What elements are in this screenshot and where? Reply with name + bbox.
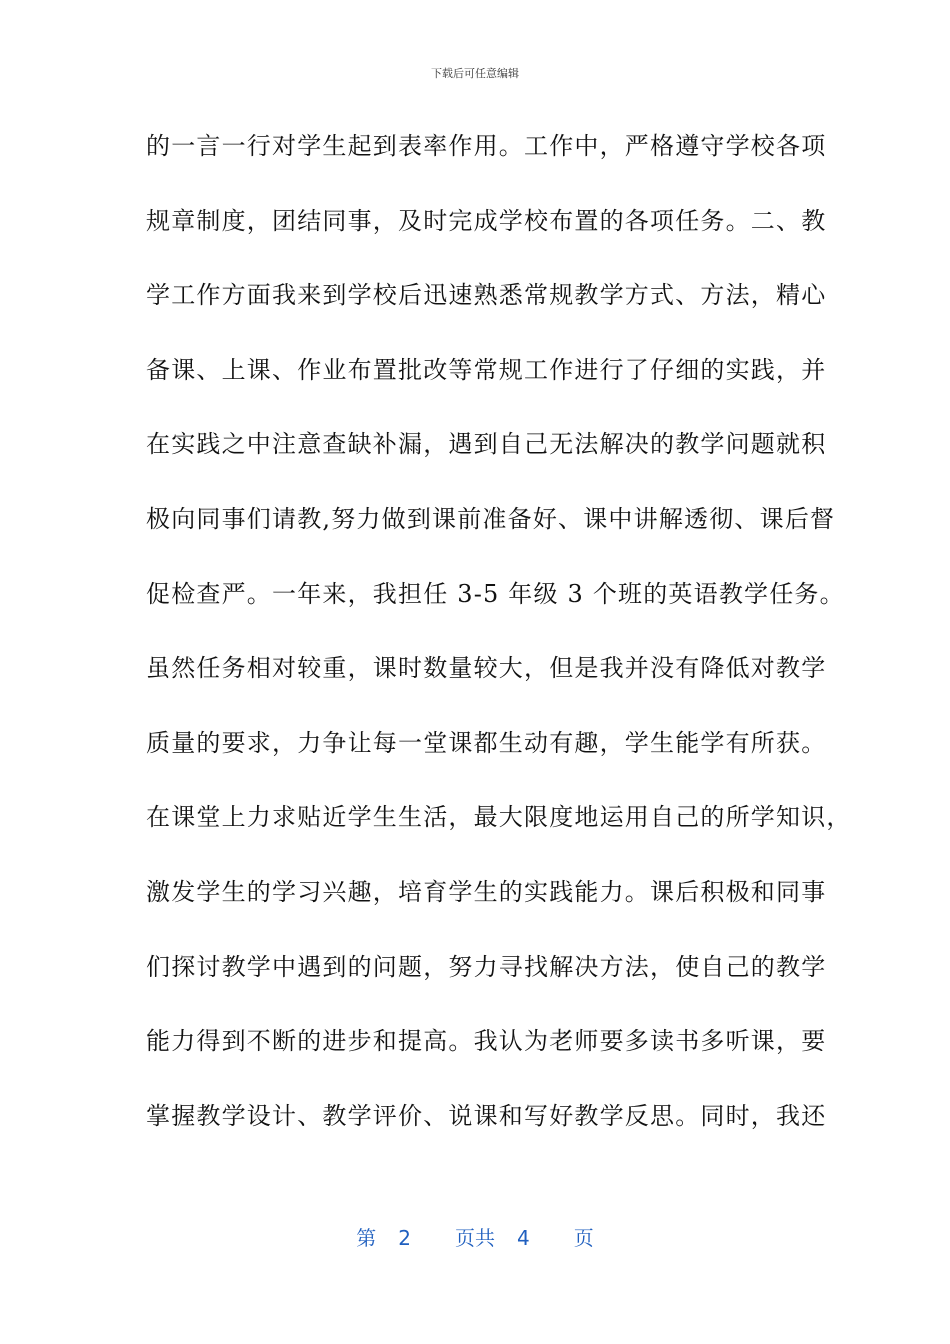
body-line: 在实践之中注意查缺补漏，遇到自己无法解决的教学问题就积 <box>146 430 827 459</box>
body-line: 在课堂上力求贴近学生生活，最大限度地运用自己的所学知识， <box>146 803 852 832</box>
page-current: 2 <box>398 1226 411 1250</box>
body-line: 的一言一行对学生起到表率作用。工作中，严格遵守学校各项 <box>146 132 827 160</box>
page-total: 4 <box>517 1226 530 1250</box>
page-header: 下载后可任意编辑 <box>431 67 519 80</box>
body-line: 学工作方面我来到学校后迅速熟悉常规教学方式、方法，精心 <box>146 281 827 310</box>
body-line: 规章制度，团结同事，及时完成学校布置的各项任务。二、教 <box>146 206 827 235</box>
document-body <box>146 126 852 1170</box>
body-line: 激发学生的学习兴趣，培育学生的实践能力。课后积极和同事 <box>146 877 827 906</box>
body-line: 质量的要求，力争让每一堂课都生动有趣，学生能学有所获。 <box>146 728 827 757</box>
body-line: 掌握教学设计、教学评价、说课和写好教学反思。同时，我还 <box>146 1101 827 1130</box>
body-line: 备课、上课、作业布置批改等常规工作进行了仔细的实践，并 <box>146 355 827 384</box>
body-line: 促检查严。一年来，我担任 3-5 年级 3 个班的英语教学任务。 <box>146 579 845 608</box>
body-line: 们探讨教学中遇到的问题，努力寻找解决方法，使自己的教学 <box>146 952 827 981</box>
page-suffix: 页 <box>573 1226 594 1250</box>
page-number-footer <box>0 1225 950 1251</box>
page-prefix: 第 <box>356 1226 377 1250</box>
body-line: 能力得到不断的进步和提高。我认为老师要多读书多听课，要 <box>146 1027 827 1056</box>
body-line: 虽然任务相对较重，课时数量较大，但是我并没有降低对教学 <box>146 654 827 683</box>
body-line: 极向同事们请教,努力做到课前准备好、课中讲解透彻、课后督 <box>146 504 836 533</box>
page-middle: 页共 <box>455 1226 495 1250</box>
